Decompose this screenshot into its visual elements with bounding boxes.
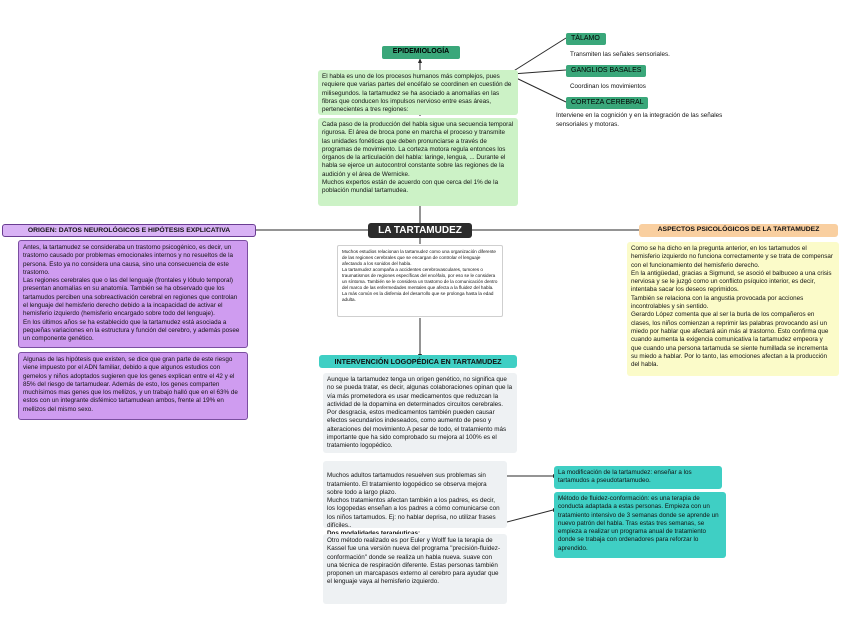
intervencion-paragraph-3: Otro método realizado es por Euler y Wolff fue la terapia de Kassel fue una versión nueva del programa "precisión-fluidez-conformación" donde se realiza un habla nueva. suave con una técnica de respiración diferente. Estas personas también proponen un marcapasos externo al cerebro para ayudar que el lenguaje vaya al hemisferio izquierdo. [323,534,507,604]
origen-paragraph-1: Antes, la tartamudez se consideraba un trastorno psicogénico, es decir, un trastorno causado por problemas emocionales internos y no resueltos de la persona. Esto ya no considera una causa, sino una consecuencia de este trastorno. Las regiones cerebrales que o las del lenguaje (frontales y lóbulo temporal) presentan anomalías en su anatomía. También se ha observado que los tartamudos perciben una sobreactivación cerebral en regiones que controlan el lenguaje del hemisferio derecho debido a la incapacidad de activar el hemisferio izquierdo (hemisferio encargado sobre todo del lenguaje). En los últimos años se ha establecido que la tartamudez está asociada a pequeñas variaciones en la estructura y función del cerebro, y además posee un componente genético. [18,240,248,348]
central-note: Muchos estudios relacionan la tartamudez como una organización diferente de las regiones cerebrales que se encargan de controlar el lenguaje afectando a los sonidos del habla. La tartamudez acompaña a accidentes cerebrovasculares, tumores o traumatismos de regiones específicas del encéfalo, por eso se le considera un síntoma. También se le considera un trastorno de la comunicación dentro del marco de las enfermedades mentales que afecta a la fluidez del habla. La más común es la disfemia del desarrollo que se prolonga hasta la edad adulta. [337,245,503,317]
epidemiologia-paragraph-2: Cada paso de la producción del habla sigue una secuencia temporal rigurosa. El área de broca pone en marcha el proceso y transmite las unidades fonéticas que deben pronunciarse a través de programas de movimiento. La corteza motora regula entonces los órganos de la articulación del habla: laringe, lengua, ... Durante el habla se ejerce un autocontrol constante sobre las regiones de la audición y el área de Wernicke. Muchos expertos están de acuerdo con que cerca del 1% de la población mundial tartamudea. [318,118,518,206]
origen-title[interactable]: ORIGEN: DATOS NEUROLÓGICOS E HIPÓTESIS EXPLICATIVA [2,224,256,237]
epidemiologia-title[interactable]: EPIDEMIOLOGÍA [382,46,460,59]
region-ganglios-title[interactable]: GANGLIOS BASALES [566,65,646,77]
origen-paragraph-2: Algunas de las hipótesis que existen, se dice que gran parte de este riesgo viene impuesto por el ADN familiar, debido a que algunos estudios con gemelos y niños adoptados sugieren que los genes explican entre el 42 y el 85% del riesgo de tartamudear. Además de esto, los genes comparten muchísimos mas genes que los mellizos, y un trabajo halló que en el 63% de estos con un integrante disfémico tartamudean ambos, frente al 19% en mellizos del mismo sexo. [18,352,248,420]
intervencion-paragraph-2 [323,461,507,528]
region-corteza-title[interactable]: CORTEZA CEREBRAL [566,97,648,109]
modality-fluidez-conformacion: Método de fluidez-conformación: es una terapia de conducta adaptada a estas personas. Empieza con un tratamiento intensivo de 3 semanas donde se aprende un nuevo patrón del habla. Tras estas tres semanas, se empieza a realizar un programa anual de tratamiento donde se trabaja con ordenadores para reforzar lo aprendido. [554,492,726,558]
aspectos-title[interactable]: ASPECTOS PSICOLÓGICOS DE LA TARTAMUDEZ [639,224,838,237]
intervencion-paragraph-1: Aunque la tartamudez tenga un origen genético, no significa que no se pueda tratar, es decir, algunas colaboraciones opinan que la vía más prometedora es usar medicamentos que reduzcan la actividad de la dopamina en determinados circuitos cerebrales. Por desgracia, estos medicamentos también pueden causar efectos secundarios indeseados, como aumento de peso y alteraciones del movimiento.A pesar de todo, el tratamiento más importante que ha sido comprobado su mejora al 100% es el tratamiento logopédico. [323,373,517,453]
region-ganglios-desc: Coordinan los movimientos [570,83,646,90]
intervencion-paragraph-2-text: Muchos adultos tartamudos resuelven sus problemas sin tratamiento. El tratamiento logopédico se observa mejora sobre todo a largo plazo. Muchos tratamientos afectan también a los padres, es decir, los logopedas enseñan a los padres a cómo comunicarse con los niños tartamudos. Ej: no hablar deprisa, no utilizar frases difíciles.. [327,472,500,530]
region-corteza-desc: Interviene en la cognición y en la integración de las señales sensoriales y motoras. [556,112,723,128]
region-talamo-desc: Transmiten las señales sensoriales. [570,51,670,58]
modality-modificacion: La modificación de la tartamudez: enseñar a los tartamudos a pseudotartamudeo. [554,466,722,489]
aspectos-text: Como se ha dicho en la pregunta anterior, en los tartamudos el hemisferio izquierdo no funciona correctamente y se trata de compensar con el funcionamiento del hemisferio derecho. En la antigüedad, gracias a Sigmund, se asoció el balbuceo a una crisis nerviosa y se le juzgó como un conflicto psíquico interior, es decir, intentaba sacar los deseos reprimidos. También se relaciona con la angustia provocada por acciones incontrolables y sin sentido. Gerardo López comenta que al ser la burla de los compañeros en clases, los niños comienzan a reprimir las palabras provocando así un miedo por hablar que afectará aún más al trastorno. Esto confirma que cuando aumenta la exigencia comunicativa la tartamudez empeora y que cuando una persona tartamuda se siente humillada se incrementa su miedo a hablar. Por lo tanto, las emociones afectan a la producción del habla. [627,242,839,376]
region-talamo-title[interactable]: TÁLAMO [566,33,606,45]
intervencion-title[interactable]: INTERVENCIÓN LOGOPÉDICA EN TARTAMUDEZ [319,355,517,368]
epidemiologia-paragraph-1: El habla es uno de los procesos humanos más complejos, pues requiere que varias partes del encéfalo se coordinen en cuestión de milisegundos. la tartamudez se ha asociado a anomalías en las fibras que conducen los impulsos nervioso entre esas áreas, pertenecientes a tres regiones: [318,70,518,115]
central-topic[interactable]: LA TARTAMUDEZ [368,223,472,238]
